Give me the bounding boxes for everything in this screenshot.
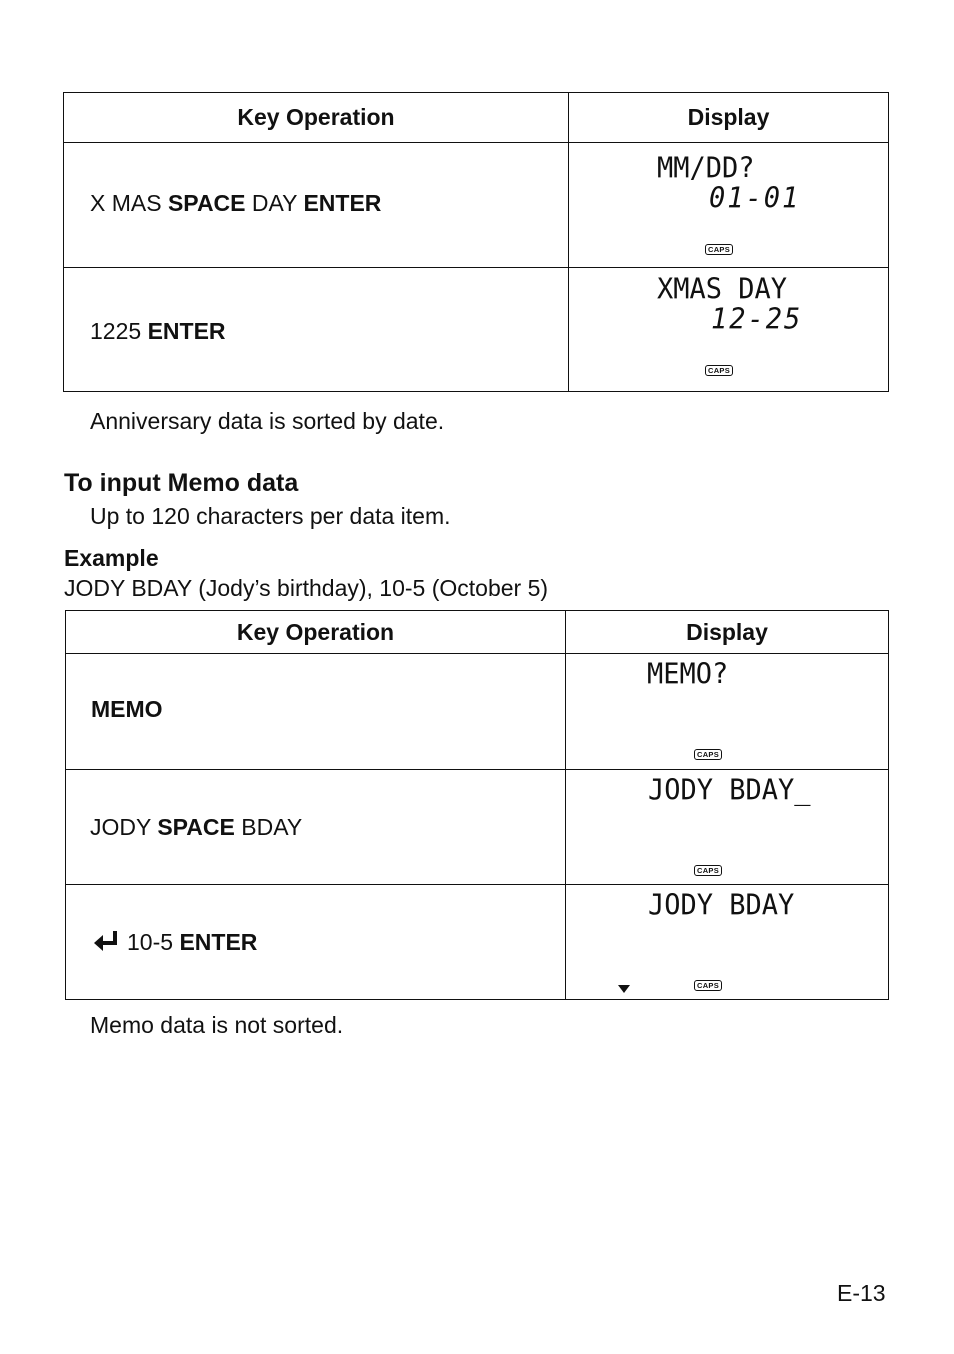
key-operation-cell	[64, 143, 569, 268]
key-sequence: X MAS SPACE DAY ENTER	[90, 190, 382, 216]
display-cell	[566, 885, 889, 1000]
key-operation-cell	[66, 654, 566, 770]
lcd-line-1: JODY BDAY	[648, 889, 795, 922]
display-cell	[566, 654, 889, 770]
section-title: To input Memo data	[64, 469, 299, 497]
column-header-key-operation: Key Operation	[64, 93, 569, 143]
display-cell	[569, 143, 889, 268]
key-sequence: JODY SPACE BDAY	[90, 814, 303, 840]
lcd-line-2: 12-25	[711, 303, 803, 336]
page-number: E-13	[837, 1280, 886, 1306]
display-cell	[566, 770, 889, 885]
section-subtitle: Up to 120 characters per data item.	[90, 503, 451, 529]
note-not-sorted: Memo data is not sorted.	[90, 1012, 344, 1038]
lcd-line-1: XMAS DAY	[657, 273, 788, 306]
lcd-line-2: 01-01	[709, 182, 801, 215]
lcd-line-1: JODY BDAY_	[648, 774, 811, 807]
example-label: Example	[64, 545, 159, 571]
key-sequence: MEMO	[91, 696, 163, 722]
key-operation-cell	[66, 885, 566, 1000]
key-operation-cell	[66, 770, 566, 885]
example-text: JODY BDAY (Jody’s birthday), 10-5 (October 5)	[64, 575, 549, 601]
key-operation-cell	[64, 268, 569, 392]
caps-indicator-icon: CAPS	[694, 865, 722, 876]
display-cell	[569, 268, 889, 392]
enter-return-icon	[93, 929, 121, 953]
key-operation-table-1	[63, 92, 889, 392]
caps-indicator-icon: CAPS	[705, 365, 733, 376]
column-header-display: Display	[566, 611, 889, 654]
down-arrow-icon	[618, 985, 630, 993]
column-header-key-operation: Key Operation	[66, 611, 566, 654]
lcd-line-1: MM/DD?	[657, 152, 755, 185]
caps-indicator-icon: CAPS	[694, 980, 722, 991]
key-sequence: 10-5 ENTER	[93, 929, 257, 956]
lcd-line-1: MEMO?	[647, 658, 729, 691]
key-sequence: 1225 ENTER	[90, 318, 226, 344]
key-operation-table-2	[65, 610, 889, 1000]
caps-indicator-icon: CAPS	[694, 749, 722, 760]
column-header-display: Display	[569, 93, 889, 143]
caps-indicator-icon: CAPS	[705, 244, 733, 255]
note-sorted-by-date: Anniversary data is sorted by date.	[90, 408, 445, 434]
